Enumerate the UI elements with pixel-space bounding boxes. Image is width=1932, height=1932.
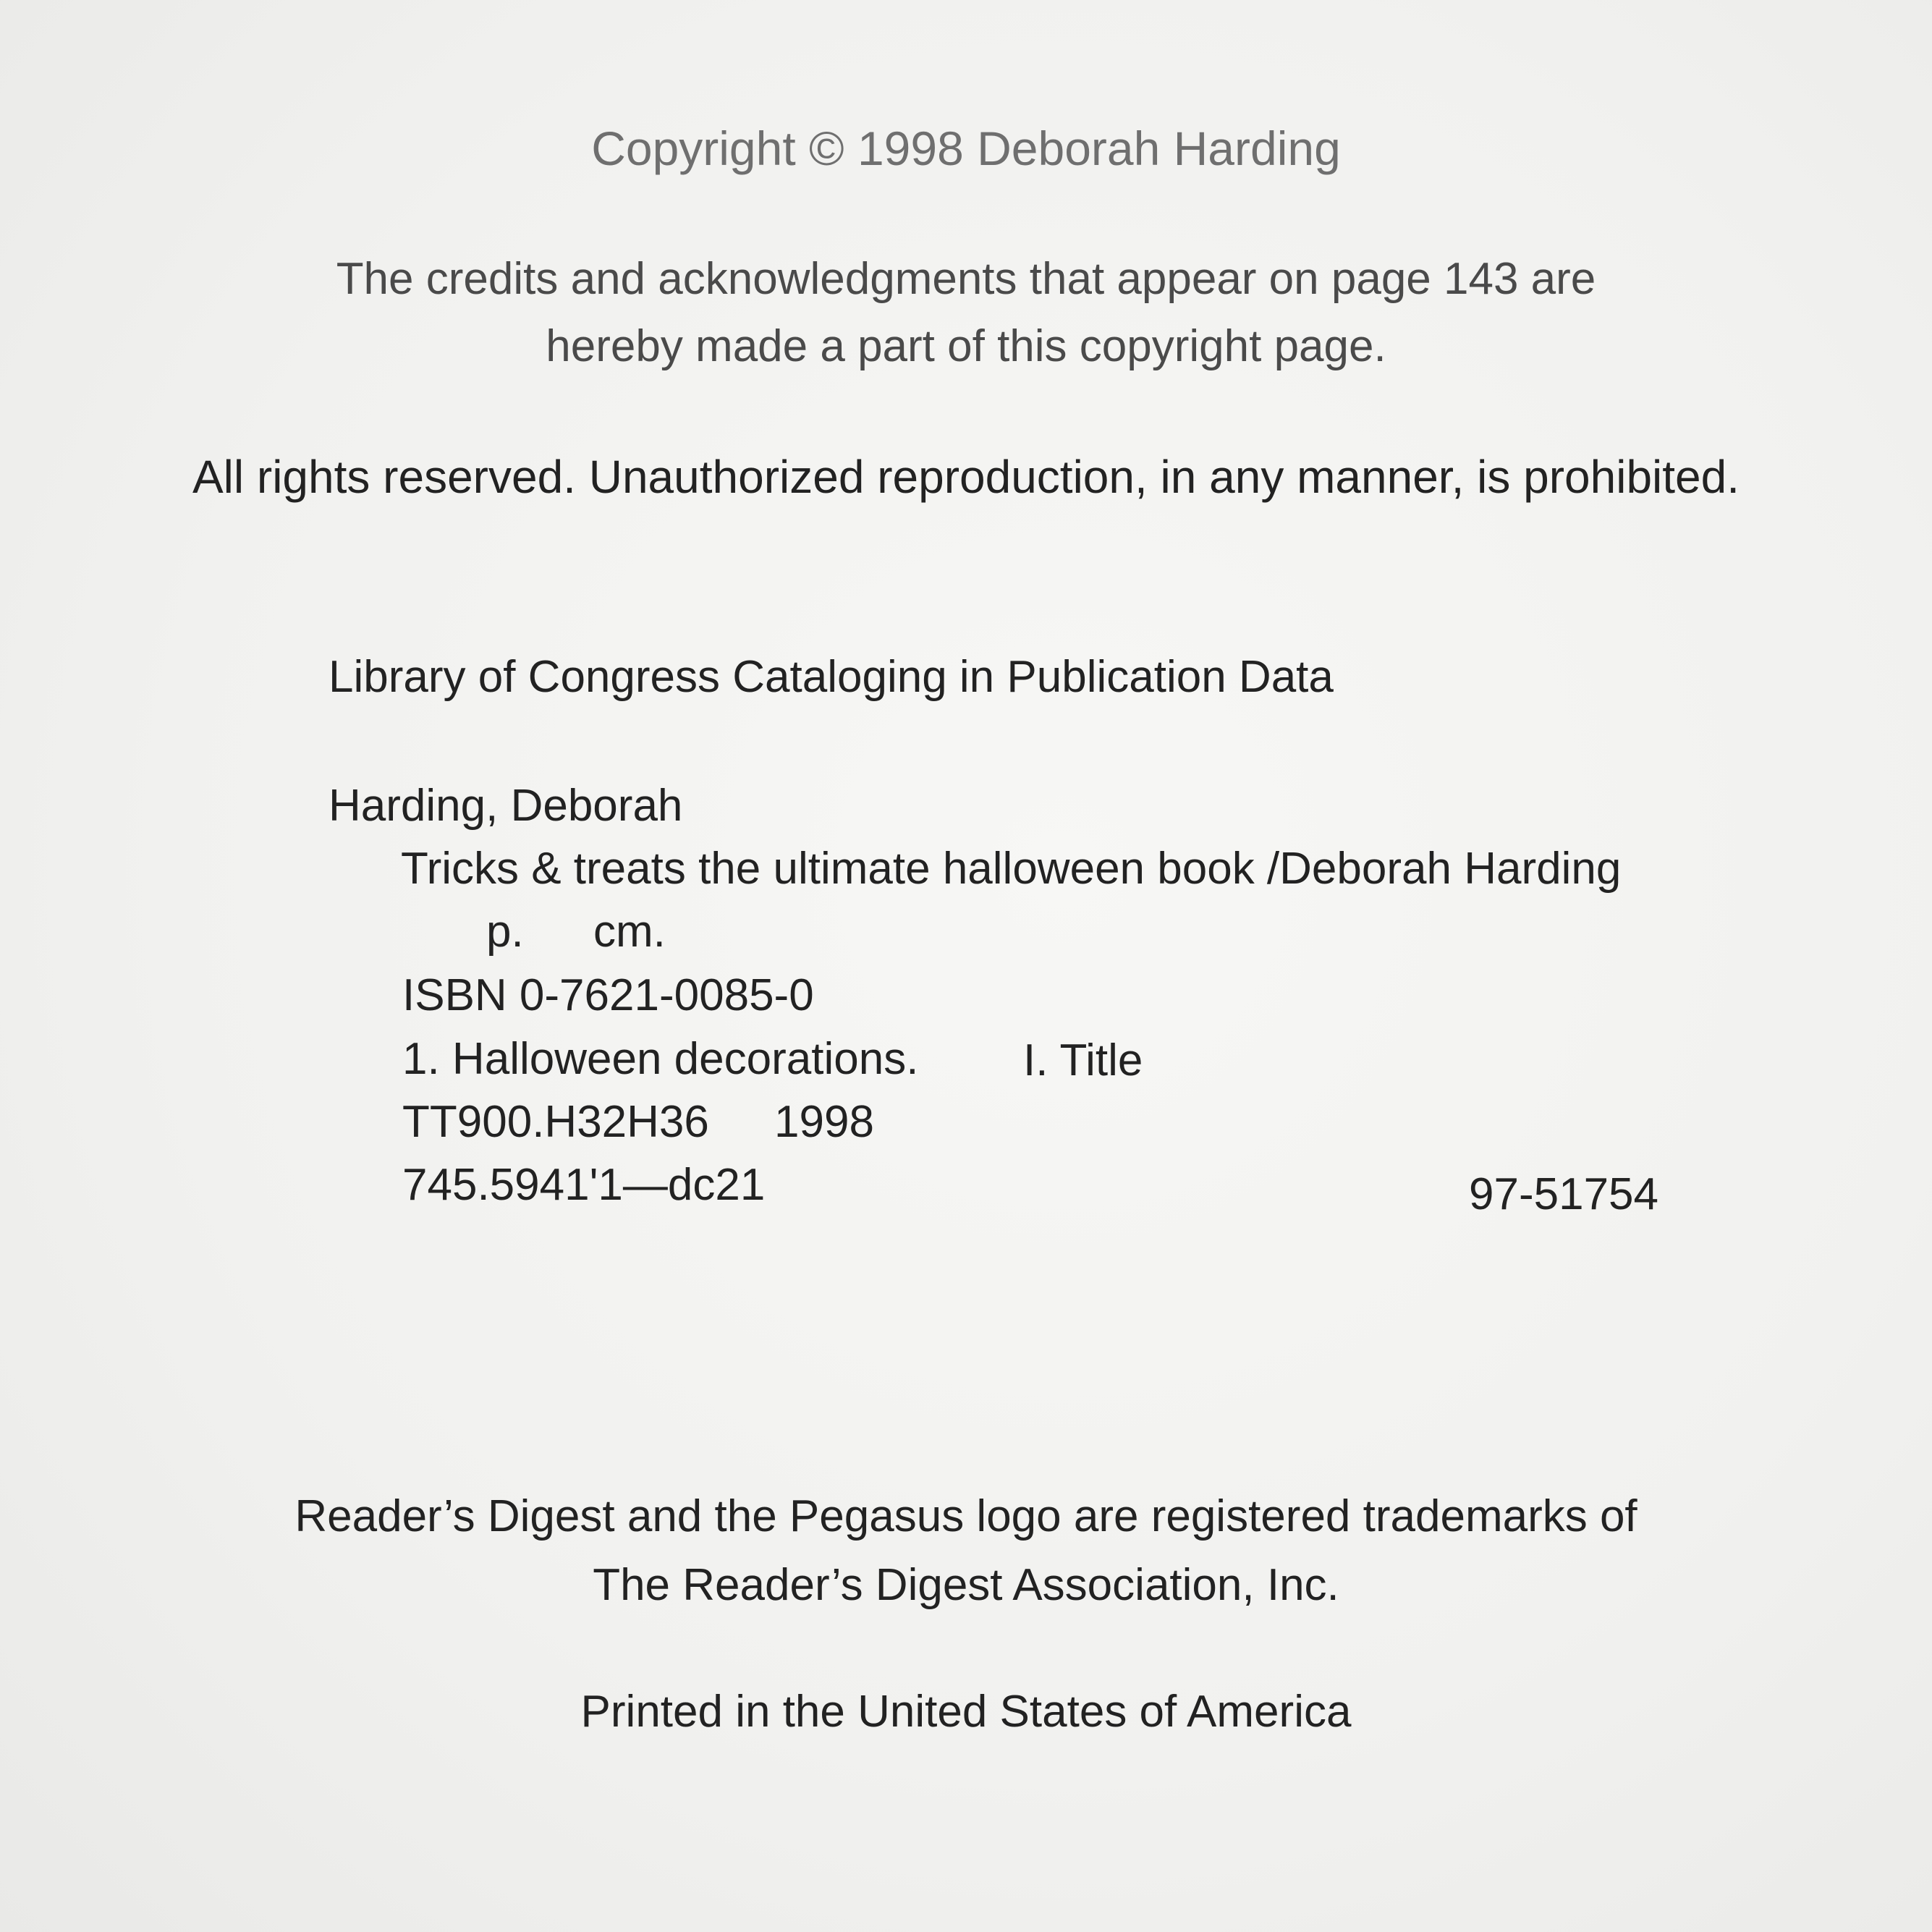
cip-lc-year: 1998 — [774, 1097, 874, 1147]
cip-dewey: 745.5941'1—dc21 — [402, 1160, 766, 1210]
trademark-line-2: The Reader’s Digest Association, Inc. — [593, 1560, 1339, 1610]
cip-size: cm. — [593, 907, 666, 957]
cip-pages: p. — [486, 907, 524, 957]
credits-line-1: The credits and acknowledgments that appear on page 143 are — [336, 254, 1596, 304]
copyright-notice: Copyright © 1998 Deborah Harding — [591, 122, 1341, 175]
rights-statement: All rights reserved. Unauthorized reproduction, in any manner, is prohibited. — [192, 451, 1740, 503]
printed-in: Printed in the United States of America — [580, 1687, 1352, 1737]
cip-isbn: ISBN 0-7621-0085-0 — [402, 970, 814, 1020]
cip-lc-class: TT900.H32H36 — [402, 1097, 709, 1147]
cip-author: Harding, Deborah — [329, 781, 683, 831]
cip-lccn: 97-51754 — [1469, 1169, 1659, 1219]
cip-subject: 1. Halloween decorations. — [402, 1034, 919, 1084]
cip-heading: Library of Congress Cataloging in Publication Data — [329, 652, 1334, 702]
trademark-line-1: Reader’s Digest and the Pegasus logo are registered trademarks of — [295, 1491, 1637, 1541]
cip-title: Tricks & treats the ultimate halloween book /Deborah Harding — [401, 844, 1622, 894]
cip-added-entry: I. Title — [1023, 1035, 1143, 1085]
credits-line-2: hereby made a part of this copyright page. — [546, 321, 1386, 371]
